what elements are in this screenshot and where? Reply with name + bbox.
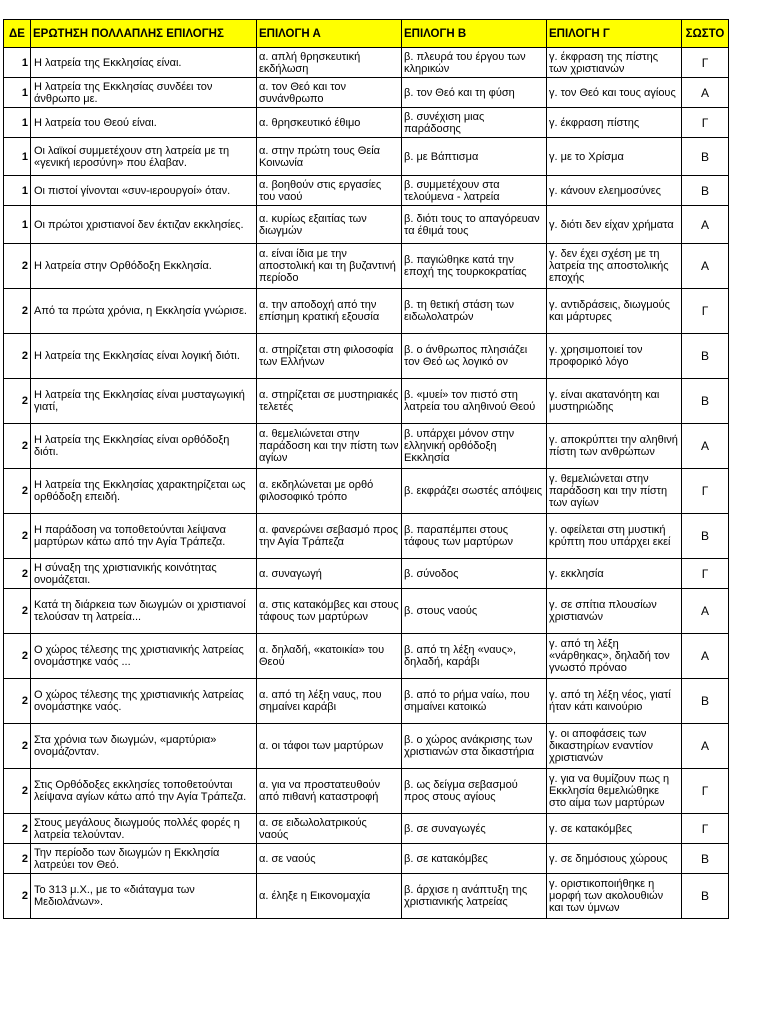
table-row xyxy=(4,206,729,244)
row-correct-answer: Α xyxy=(682,589,729,634)
row-option-a: α. για να προστατευθούν από πιθανή καταστροφή xyxy=(257,769,402,814)
row-difficulty: 1 xyxy=(4,48,31,78)
row-option-b: β. ο χώρος ανάκρισης των χριστιανών στα δικαστήρια xyxy=(402,724,547,769)
table-row xyxy=(4,769,729,814)
table-row xyxy=(4,78,729,108)
row-correct-answer: Γ xyxy=(682,108,729,138)
row-difficulty: 2 xyxy=(4,424,31,469)
row-difficulty: 2 xyxy=(4,589,31,634)
row-option-b: β. σύνοδος xyxy=(402,559,547,589)
row-option-c: γ. για να θυμίζουν πως η Εκκλησία θεμελιώθηκε στο αίμα των μαρτύρων xyxy=(547,769,682,814)
row-option-a: α. στηρίζεται σε μυστηριακές τελετές xyxy=(257,379,402,424)
row-option-b: β. συμμετέχουν στα τελούμενα - λατρεία xyxy=(402,176,547,206)
row-option-b: β. διότι τους το απαγόρευαν τα έθιμά τους xyxy=(402,206,547,244)
table-row xyxy=(4,844,729,874)
row-question: Στους μεγάλους διωγμούς πολλές φορές η λατρεία τελούνταν. xyxy=(31,814,257,844)
row-option-b: β. με Βάπτισμα xyxy=(402,138,547,176)
row-option-c: γ. αποκρύπτει την αληθινή πίστη των ανθρώπων xyxy=(547,424,682,469)
row-option-c: γ. σε κατακόμβες xyxy=(547,814,682,844)
row-difficulty: 1 xyxy=(4,78,31,108)
row-question: Το 313 μ.Χ., με το «διάταγμα των Μεδιολάνων». xyxy=(31,874,257,919)
row-option-a: α. θεμελιώνεται στην παράδοση και την πίστη των αγίων xyxy=(257,424,402,469)
table-row xyxy=(4,244,729,289)
row-difficulty: 2 xyxy=(4,334,31,379)
row-correct-answer: Β xyxy=(682,679,729,724)
row-option-b: β. συνέχιση μιας παράδοσης xyxy=(402,108,547,138)
quiz-sheet xyxy=(3,19,729,919)
row-option-a: α. φανερώνει σεβασμό προς την Αγία Τράπεζα xyxy=(257,514,402,559)
row-option-c: γ. έκφραση της πίστης των χριστιανών xyxy=(547,48,682,78)
row-difficulty: 2 xyxy=(4,559,31,589)
row-difficulty: 2 xyxy=(4,679,31,724)
row-question: Η λατρεία της Εκκλησίας είναι λογική διότι. xyxy=(31,334,257,379)
header-option-b: ΕΠΙΛΟΓΗ Β xyxy=(402,20,547,48)
row-option-b: β. τον Θεό και τη φύση xyxy=(402,78,547,108)
row-option-c: γ. τον Θεό και τους αγίους xyxy=(547,78,682,108)
row-correct-answer: Β xyxy=(682,844,729,874)
table-row xyxy=(4,176,729,206)
row-question: Κατά τη διάρκεια των διωγμών οι χριστιανοί τελούσαν τη λατρεία... xyxy=(31,589,257,634)
row-difficulty: 1 xyxy=(4,206,31,244)
row-option-b: β. σε συναγωγές xyxy=(402,814,547,844)
table-row xyxy=(4,559,729,589)
header-option-a: ΕΠΙΛΟΓΗ Α xyxy=(257,20,402,48)
row-question: Ο χώρος τέλεσης της χριστιανικής λατρείας ονομάστηκε ναός. xyxy=(31,679,257,724)
row-option-c: γ. οριστικοποιήθηκε η μορφή των ακολουθιών και των ύμνων xyxy=(547,874,682,919)
row-option-a: α. θρησκευτικό έθιμο xyxy=(257,108,402,138)
row-correct-answer: Γ xyxy=(682,48,729,78)
row-option-a: α. σε ναούς xyxy=(257,844,402,874)
row-option-b: β. υπάρχει μόνον στην ελληνική ορθόδοξη Εκκλησία xyxy=(402,424,547,469)
row-option-c: γ. οι αποφάσεις των δικαστηρίων εναντίον χριστιανών xyxy=(547,724,682,769)
row-option-c: γ. θεμελιώνεται στην παράδοση και την πίστη των αγίων xyxy=(547,469,682,514)
row-difficulty: 2 xyxy=(4,874,31,919)
table-row xyxy=(4,724,729,769)
row-difficulty: 2 xyxy=(4,514,31,559)
row-correct-answer: Γ xyxy=(682,769,729,814)
row-difficulty: 2 xyxy=(4,289,31,334)
row-question: Από τα πρώτα χρόνια, η Εκκλησία γνώρισε. xyxy=(31,289,257,334)
row-question: Την περίοδο των διωγμών η Εκκλησία λατρεύει τον Θεό. xyxy=(31,844,257,874)
row-option-a: α. συναγωγή xyxy=(257,559,402,589)
row-correct-answer: Β xyxy=(682,334,729,379)
row-option-a: α. βοηθούν στις εργασίες του ναού xyxy=(257,176,402,206)
header-option-c: ΕΠΙΛΟΓΗ Γ xyxy=(547,20,682,48)
table-row xyxy=(4,424,729,469)
row-option-a: α. είναι ίδια με την αποστολική και τη βυζαντινή περίοδο xyxy=(257,244,402,289)
row-question: Η λατρεία της Εκκλησίας είναι. xyxy=(31,48,257,78)
row-option-c: γ. εκκλησία xyxy=(547,559,682,589)
table-row xyxy=(4,814,729,844)
table-row xyxy=(4,874,729,919)
row-difficulty: 1 xyxy=(4,138,31,176)
row-option-a: α. στηρίζεται στη φιλοσοφία των Ελλήνων xyxy=(257,334,402,379)
row-correct-answer: Α xyxy=(682,206,729,244)
row-correct-answer: Α xyxy=(682,244,729,289)
row-question: Η λατρεία της Εκκλησίας είναι μυσταγωγική γιατί, xyxy=(31,379,257,424)
header-question: ΕΡΩΤΗΣΗ ΠΟΛΛΑΠΛΗΣ ΕΠΙΛΟΓΗΣ xyxy=(31,20,257,48)
row-option-a: α. την αποδοχή από την επίσημη κρατική εξουσία xyxy=(257,289,402,334)
row-option-a: α. από τη λέξη ναυς, που σημαίνει καράβι xyxy=(257,679,402,724)
row-question: Οι πιστοί γίνονται «συν-ιερουργοί» όταν. xyxy=(31,176,257,206)
header-de: ΔΕ xyxy=(4,20,31,48)
row-correct-answer: Α xyxy=(682,424,729,469)
row-correct-answer: Γ xyxy=(682,814,729,844)
row-option-c: γ. χρησιμοποιεί τον προφορικό λόγο xyxy=(547,334,682,379)
row-option-c: γ. έκφραση πίστης xyxy=(547,108,682,138)
row-option-b: β. «μυεί» τον πιστό στη λατρεία του αληθινού Θεού xyxy=(402,379,547,424)
row-option-a: α. δηλαδή, «κατοικία» του Θεού xyxy=(257,634,402,679)
row-option-c: γ. είναι ακατανόητη και μυστηριώδης xyxy=(547,379,682,424)
row-correct-answer: Α xyxy=(682,724,729,769)
row-difficulty: 1 xyxy=(4,108,31,138)
row-option-b: β. από το ρήμα ναίω, που σημαίνει κατοικώ xyxy=(402,679,547,724)
row-option-b: β. ως δείγμα σεβασμού προς στους αγίους xyxy=(402,769,547,814)
row-option-b: β. παγιώθηκε κατά την εποχή της τουρκοκρατίας xyxy=(402,244,547,289)
row-difficulty: 2 xyxy=(4,769,31,814)
row-question: Η λατρεία στην Ορθόδοξη Εκκλησία. xyxy=(31,244,257,289)
table-row xyxy=(4,589,729,634)
row-option-c: γ. με το Χρίσμα xyxy=(547,138,682,176)
row-difficulty: 2 xyxy=(4,814,31,844)
row-difficulty: 2 xyxy=(4,244,31,289)
table-row xyxy=(4,469,729,514)
row-difficulty: 2 xyxy=(4,634,31,679)
row-correct-answer: Α xyxy=(682,78,729,108)
header-correct: ΣΩΣΤΟ xyxy=(682,20,729,48)
row-option-c: γ. αντιδράσεις, διωγμούς και μάρτυρες xyxy=(547,289,682,334)
row-option-a: α. κυρίως εξαιτίας των διωγμών xyxy=(257,206,402,244)
table-row xyxy=(4,379,729,424)
row-difficulty: 2 xyxy=(4,379,31,424)
table-row xyxy=(4,289,729,334)
row-correct-answer: Γ xyxy=(682,559,729,589)
row-option-b: β. σε κατακόμβες xyxy=(402,844,547,874)
header-row xyxy=(4,20,729,48)
row-question: Η λατρεία της Εκκλησίας χαρακτηρίζεται ως ορθόδοξη επειδή. xyxy=(31,469,257,514)
row-question: Η λατρεία της Εκκλησίας συνδέει τον άνθρωπο με. xyxy=(31,78,257,108)
row-question: Στα χρόνια των διωγμών, «μαρτύρια» ονομάζονταν. xyxy=(31,724,257,769)
row-difficulty: 2 xyxy=(4,469,31,514)
row-option-b: β. στους ναούς xyxy=(402,589,547,634)
row-option-c: γ. από τη λέξη νέος, γιατί ήταν κάτι καινούριο xyxy=(547,679,682,724)
quiz-rows xyxy=(4,48,729,919)
row-option-a: α. εκδηλώνεται με ορθό φιλοσοφικό τρόπο xyxy=(257,469,402,514)
row-option-b: β. παραπέμπει στους τάφους των μαρτύρων xyxy=(402,514,547,559)
table-row xyxy=(4,634,729,679)
row-option-a: α. στην πρώτη τους Θεία Κοινωνία xyxy=(257,138,402,176)
quiz-table xyxy=(3,19,729,919)
row-option-a: α. οι τάφοι των μαρτύρων xyxy=(257,724,402,769)
row-question: Η παράδοση να τοποθετούνται λείψανα μαρτύρων κάτω από την Αγία Τράπεζα. xyxy=(31,514,257,559)
row-option-c: γ. κάνουν ελεημοσύνες xyxy=(547,176,682,206)
row-correct-answer: Β xyxy=(682,176,729,206)
row-option-c: γ. οφείλεται στη μυστική κρύπτη που υπάρχει εκεί xyxy=(547,514,682,559)
row-question: Η λατρεία του Θεού είναι. xyxy=(31,108,257,138)
row-option-a: α. απλή θρησκευτική εκδήλωση xyxy=(257,48,402,78)
table-row xyxy=(4,138,729,176)
row-option-b: β. εκφράζει σωστές απόψεις xyxy=(402,469,547,514)
row-question: Στις Ορθόδοξες εκκλησίες τοποθετούνται λείψανα αγίων κάτω από την Αγία Τράπεζα. xyxy=(31,769,257,814)
row-correct-answer: Γ xyxy=(682,289,729,334)
row-option-c: γ. σε δημόσιους χώρους xyxy=(547,844,682,874)
row-option-b: β. ο άνθρωπος πλησιάζει τον Θεό ως λογικό ον xyxy=(402,334,547,379)
row-option-b: β. από τη λέξη «ναυς», δηλαδή, καράβι xyxy=(402,634,547,679)
row-question: Οι πρώτοι χριστιανοί δεν έκτιζαν εκκλησίες. xyxy=(31,206,257,244)
row-option-c: γ. από τη λέξη «νάρθηκας», δηλαδή τον γνωστό πρόναο xyxy=(547,634,682,679)
row-option-b: β. τη θετική στάση των ειδωλολατρών xyxy=(402,289,547,334)
row-correct-answer: Β xyxy=(682,379,729,424)
row-difficulty: 2 xyxy=(4,844,31,874)
row-correct-answer: Γ xyxy=(682,469,729,514)
row-option-c: γ. δεν έχει σχέση με τη λατρεία της αποστολικής εποχής xyxy=(547,244,682,289)
table-row xyxy=(4,334,729,379)
row-difficulty: 2 xyxy=(4,724,31,769)
row-option-a: α. τον Θεό και τον συνάνθρωπο xyxy=(257,78,402,108)
table-row xyxy=(4,108,729,138)
row-option-a: α. σε ειδωλολατρικούς ναούς xyxy=(257,814,402,844)
row-question: Ο χώρος τέλεσης της χριστιανικής λατρείας ονομάστηκε ναός ... xyxy=(31,634,257,679)
row-option-a: α. στις κατακόμβες και στους τάφους των μαρτύρων xyxy=(257,589,402,634)
row-option-c: γ. σε σπίτια πλουσίων χριστιανών xyxy=(547,589,682,634)
row-correct-answer: Α xyxy=(682,634,729,679)
row-option-b: β. πλευρά του έργου των κληρικών xyxy=(402,48,547,78)
row-question: Οι λαϊκοί συμμετέχουν στη λατρεία με τη «γενική ιεροσύνη» που έλαβαν. xyxy=(31,138,257,176)
row-correct-answer: Β xyxy=(682,514,729,559)
row-option-b: β. άρχισε η ανάπτυξη της χριστιανικής λατρείας xyxy=(402,874,547,919)
row-question: Η λατρεία της Εκκλησίας είναι ορθόδοξη διότι. xyxy=(31,424,257,469)
row-question: Η σύναξη της χριστιανικής κοινότητας ονομάζεται. xyxy=(31,559,257,589)
row-correct-answer: Β xyxy=(682,874,729,919)
row-option-a: α. έληξε η Εικονομαχία xyxy=(257,874,402,919)
table-row xyxy=(4,679,729,724)
row-difficulty: 1 xyxy=(4,176,31,206)
row-option-c: γ. διότι δεν είχαν χρήματα xyxy=(547,206,682,244)
table-row xyxy=(4,48,729,78)
row-correct-answer: Β xyxy=(682,138,729,176)
table-row xyxy=(4,514,729,559)
